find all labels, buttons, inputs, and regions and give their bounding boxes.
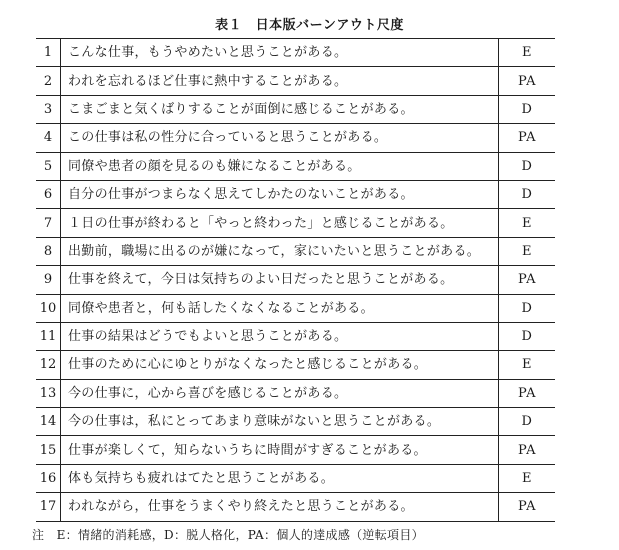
factor-code: D: [499, 408, 556, 436]
item-number: 13: [36, 379, 61, 407]
table-row: [36, 39, 555, 67]
item-number: 15: [36, 436, 61, 464]
factor-code: D: [499, 294, 556, 322]
factor-code: PA: [499, 436, 556, 464]
table-title: 表１ 日本版バーンアウト尺度: [215, 18, 404, 33]
table-row: [36, 209, 555, 237]
item-number: 7: [36, 209, 61, 237]
table-row: [36, 67, 555, 95]
table-row: [36, 493, 555, 521]
factor-code: E: [499, 209, 556, 237]
item-number: 1: [36, 39, 61, 67]
item-text: 仕事の結果はどうでもよいと思うことがある。: [61, 322, 499, 350]
item-number: 17: [36, 493, 61, 521]
table-row: [36, 351, 555, 379]
item-text: われを忘れるほど仕事に熱中することがある。: [61, 67, 499, 95]
factor-code: PA: [499, 67, 556, 95]
item-number: 6: [36, 180, 61, 208]
factor-code: PA: [499, 379, 556, 407]
table-row: [36, 379, 555, 407]
item-number: 14: [36, 408, 61, 436]
table-body: [36, 39, 555, 522]
item-number: 12: [36, 351, 61, 379]
item-text: 体も気持ちも疲れはてたと思うことがある。: [61, 464, 499, 492]
factor-code: E: [499, 39, 556, 67]
item-text: 出勤前，職場に出るのが嫌になって，家にいたいと思うことがある。: [61, 237, 499, 265]
table-row: [36, 408, 555, 436]
factor-code: D: [499, 95, 556, 123]
item-number: 11: [36, 322, 61, 350]
item-text: 仕事が楽しくて，知らないうちに時間がすぎることがある。: [61, 436, 499, 464]
table-row: [36, 294, 555, 322]
item-number: 5: [36, 152, 61, 180]
table-row: [36, 152, 555, 180]
item-number: 3: [36, 95, 61, 123]
table-note: 注 E：情緒的消耗感，D：脱人格化，PA：個人的達成感（逆転項目）: [32, 528, 424, 542]
table-row: [36, 436, 555, 464]
factor-code: D: [499, 152, 556, 180]
factor-code: E: [499, 237, 556, 265]
item-number: 2: [36, 67, 61, 95]
item-number: 16: [36, 464, 61, 492]
factor-code: PA: [499, 493, 556, 521]
factor-code: D: [499, 180, 556, 208]
item-number: 10: [36, 294, 61, 322]
item-text: 自分の仕事がつまらなく思えてしかたのないことがある。: [61, 180, 499, 208]
item-text: 同僚や患者の顔を見るのも嫌になることがある。: [61, 152, 499, 180]
table-row: [36, 180, 555, 208]
table-row: [36, 237, 555, 265]
table-row: [36, 124, 555, 152]
item-text: こんな仕事，もうやめたいと思うことがある。: [61, 39, 499, 67]
item-text: 仕事のために心にゆとりがなくなったと感じることがある。: [61, 351, 499, 379]
table-row: [36, 95, 555, 123]
item-text: 今の仕事に，心から喜びを感じることがある。: [61, 379, 499, 407]
table-row: [36, 464, 555, 492]
item-text: われながら，仕事をうまくやり終えたと思うことがある。: [61, 493, 499, 521]
item-number: 8: [36, 237, 61, 265]
factor-code: PA: [499, 124, 556, 152]
item-text: こまごまと気くばりすることが面倒に感じることがある。: [61, 95, 499, 123]
factor-code: D: [499, 322, 556, 350]
item-text: 仕事を終えて，今日は気持ちのよい日だったと思うことがある。: [61, 266, 499, 294]
item-number: 4: [36, 124, 61, 152]
item-number: 9: [36, 266, 61, 294]
factor-code: E: [499, 351, 556, 379]
table-row: [36, 266, 555, 294]
item-text: 同僚や患者と，何も話したくなくなることがある。: [61, 294, 499, 322]
table-row: [36, 322, 555, 350]
factor-code: E: [499, 464, 556, 492]
item-text: １日の仕事が終わると「やっと終わった」と感じることがある。: [61, 209, 499, 237]
item-text: この仕事は私の性分に合っていると思うことがある。: [61, 124, 499, 152]
factor-code: PA: [499, 266, 556, 294]
burnout-scale-table: [36, 38, 555, 522]
item-text: 今の仕事は，私にとってあまり意味がないと思うことがある。: [61, 408, 499, 436]
